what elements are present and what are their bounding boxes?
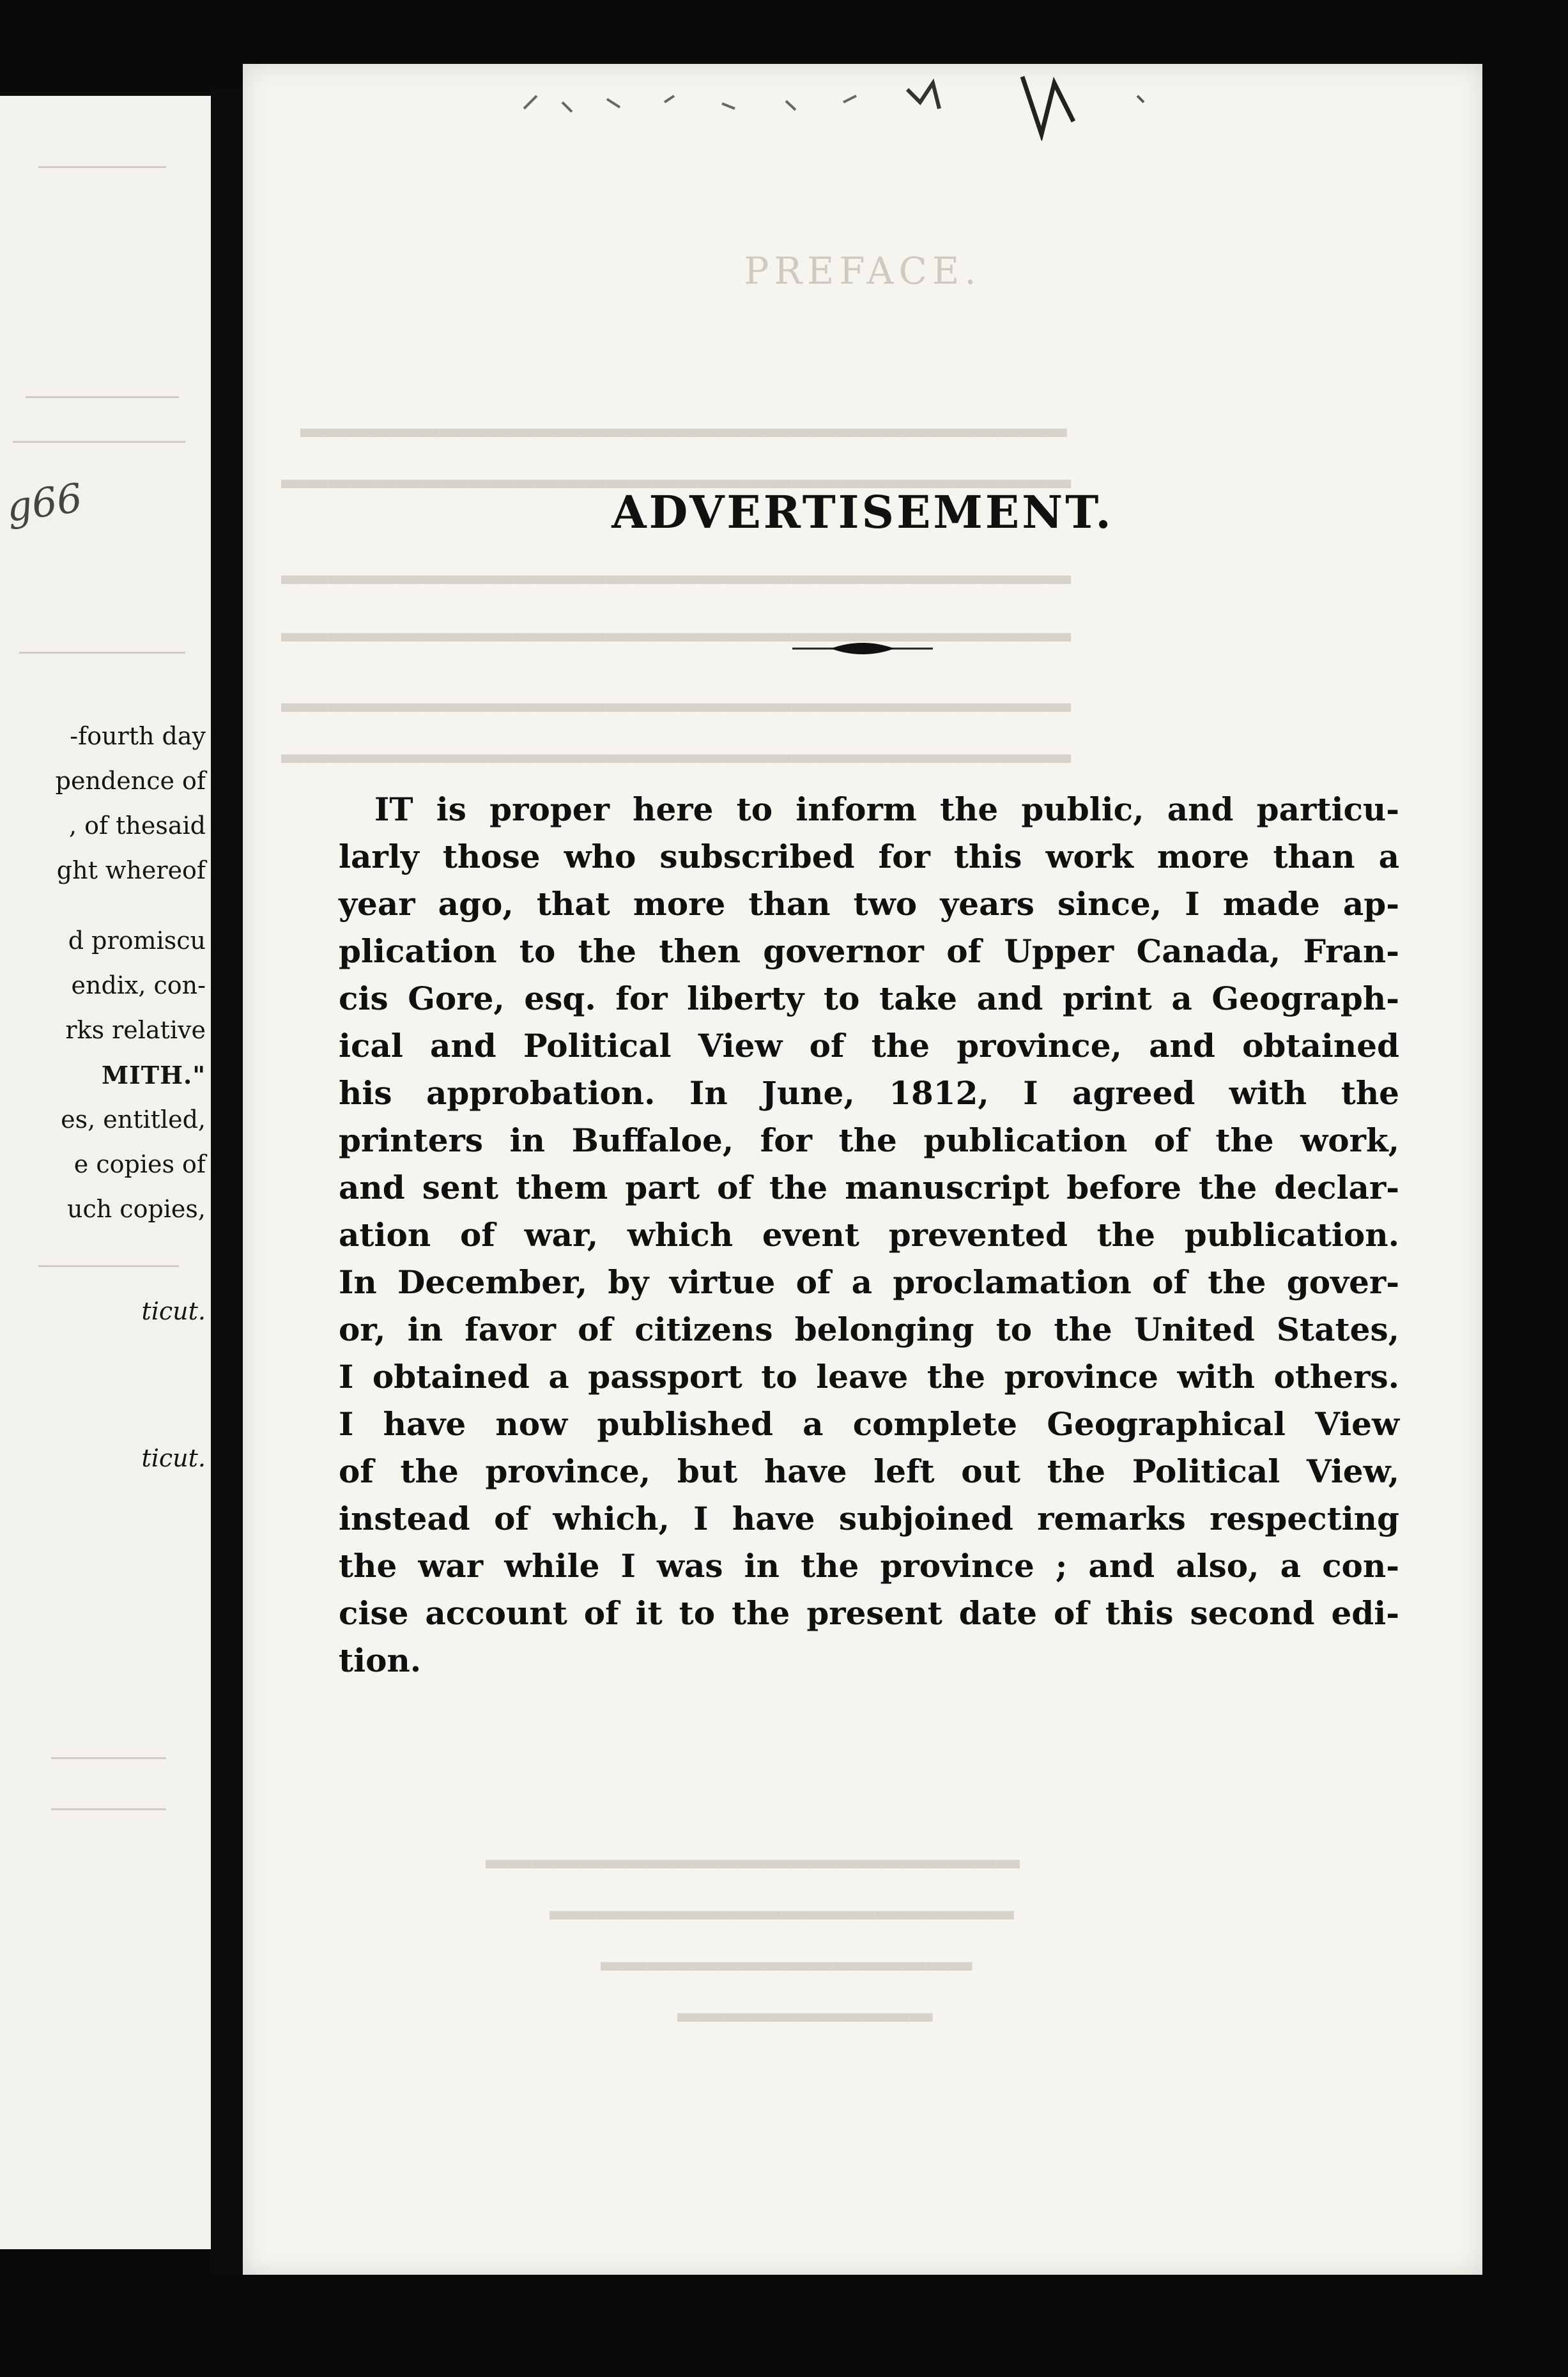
bleed-through-mark [51, 1757, 166, 1759]
body-line: plication to the then governor of Upper Canada, Fran- [339, 932, 1399, 970]
body-line: year ago, that more than two years since, I made ap- [339, 885, 1399, 923]
fragment-line: ght whereof [56, 856, 206, 884]
bleed-through-mark [51, 1808, 166, 1810]
body-line: printers in Buffaloe, for the publication of the work, [339, 1121, 1399, 1159]
page-edge-marks [511, 64, 1214, 141]
bleed-through-text: ▂▂▂▂▂▂▂▂▂▂▂▂▂▂▂▂▂▂▂▂▂▂▂▂▂▂▂▂▂▂▂▂▂▂ [281, 728, 1072, 763]
scribble-marks [511, 64, 1214, 141]
fragment-line: pendence of [55, 767, 206, 795]
fragment-line: d promiscu [68, 927, 206, 955]
body-line: ical and Political View of the province, and obtained [339, 1027, 1399, 1065]
fragment-line: ticut. [141, 1444, 206, 1472]
body-line: his approbation. In June, 1812, I agreed with the [339, 1074, 1399, 1112]
bleed-through-text: ▂▂▂▂▂▂▂▂▂▂▂▂▂▂▂▂▂▂▂▂▂▂▂▂▂▂▂▂▂▂▂▂▂▂ [281, 550, 1072, 584]
body-line: In December, by virtue of a proclamation of the gover- [339, 1263, 1399, 1301]
body-line: cise account of it to the present date of this second edi- [339, 1594, 1399, 1632]
body-line: larly those who subscribed for this work more than a [339, 838, 1399, 875]
bleed-through-text: ▂▂▂▂▂▂▂▂▂▂▂▂▂▂▂▂▂▂▂▂▂▂▂▂▂▂▂▂▂▂▂▂▂▂ [281, 677, 1072, 712]
bleed-through-mark [26, 396, 179, 398]
ornament-icon [792, 636, 933, 661]
bleed-through-mark [13, 441, 185, 443]
body-line: I obtained a passport to leave the province with others. [339, 1358, 1399, 1396]
page-title: ADVERTISEMENT. [611, 486, 1114, 539]
body-line: cis Gore, esq. for liberty to take and print a Geograph- [339, 980, 1399, 1017]
bleed-through-text: ▂▂▂▂▂▂▂▂▂▂▂▂▂▂▂▂▂▂▂▂ [550, 1885, 1015, 1919]
bleed-through-text: ▂▂▂▂▂▂▂▂▂▂▂▂▂▂▂▂▂▂▂▂▂▂▂▂▂▂▂▂▂▂▂▂▂ [300, 403, 1068, 437]
fragment-line: ticut. [141, 1297, 206, 1325]
body-line: of the province, but have left out the Political View, [339, 1452, 1399, 1490]
body-line: instead of which, I have subjoined remarks respecting [339, 1500, 1399, 1537]
fragment-line: uch copies, [66, 1195, 206, 1223]
body-line: ation of war, which event prevented the publication. [339, 1216, 1399, 1254]
bleed-through-mark [38, 1265, 179, 1267]
body-line: tion. [339, 1642, 422, 1679]
body-line: and sent them part of the manuscript before the declar- [339, 1169, 1399, 1206]
body-line: or, in favor of citizens belonging to the United States, [339, 1311, 1399, 1348]
bleed-through-mark [38, 166, 166, 168]
advertisement-body [339, 786, 1399, 1684]
facing-page-fragment [0, 96, 211, 2249]
bleed-through-text: ▂▂▂▂▂▂▂▂▂▂▂▂▂▂▂▂▂▂▂▂▂▂▂ [486, 1834, 1020, 1868]
bleed-through-text: ▂▂▂▂▂▂▂▂▂▂▂▂▂▂▂▂▂▂▂▂▂▂▂▂▂▂▂▂▂▂▂▂▂▂ [281, 607, 1072, 642]
binding-gutter [211, 89, 243, 2275]
fragment-line: , of thesaid [68, 812, 206, 840]
bleed-through-heading: PREFACE. [744, 249, 981, 293]
bleed-through-text: ▂▂▂▂▂▂▂▂▂▂▂ [677, 1987, 934, 2022]
fragment-line: endix, con- [71, 971, 206, 999]
fragment-line: -fourth day [70, 722, 206, 750]
fragment-line: rks relative [65, 1016, 206, 1044]
fragment-line: MITH." [101, 1061, 206, 1089]
bleed-through-text: ▂▂▂▂▂▂▂▂▂▂▂▂▂▂▂▂ [601, 1936, 973, 1971]
bleed-through-text: ▂▂▂▂▂▂▂▂▂▂▂▂▂▂▂▂▂▂▂▂▂▂▂▂▂▂▂▂▂▂▂▂▂▂ [281, 454, 1072, 488]
bleed-through-mark [19, 652, 185, 654]
fragment-line: es, entitled, [61, 1105, 206, 1134]
body-line: the war while I was in the province ; and also, a con- [339, 1547, 1399, 1585]
main-page [243, 64, 1482, 2275]
body-line: I have now published a complete Geographical View [339, 1405, 1399, 1443]
handwritten-annotation: g66 [3, 474, 86, 531]
fragment-line: e copies of [73, 1150, 206, 1178]
body-line: IT is proper here to inform the public, and particu- [374, 790, 1399, 828]
ornament-divider [792, 636, 933, 664]
